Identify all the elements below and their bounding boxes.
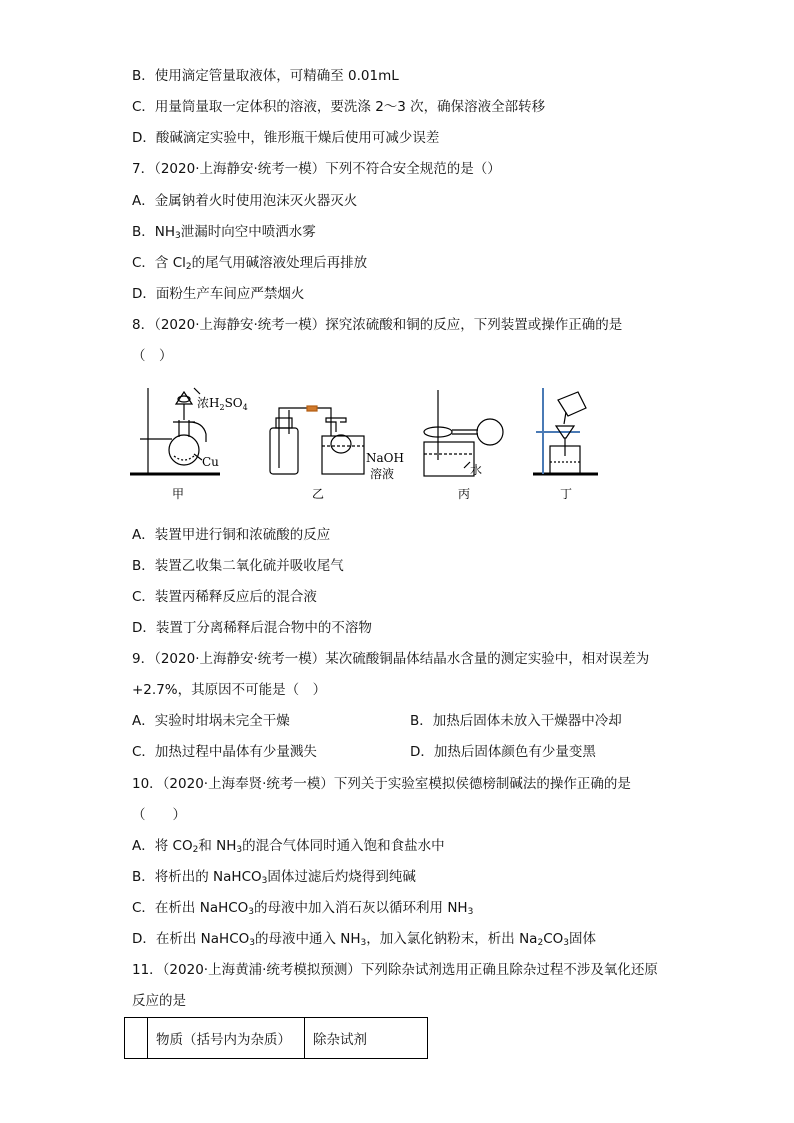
q9-option-c: C．加热过程中晶体有少量溅失 [132,744,317,760]
question-9-stem-cont: +2.7%，其原因不可能是（ ） [132,682,327,698]
q10-option-d: D．在析出 NaHCO$_3$的母液中通入 $NH_3$，加入氯化钠粉末，析出 $Na_2CO_3$固体 [132,931,596,948]
q8-option-c: C．装置丙稀释反应后的混合液 [132,589,317,605]
question-7-stem: 7．（2020·上海静安·统考一模）下列不符合安全规范的是（） [132,161,501,177]
impurity-table [124,1017,428,1059]
q8-option-a: A．装置甲进行铜和浓硫酸的反应 [132,527,331,543]
table-cell-substance: 物质（括号内为杂质） [148,1018,305,1059]
q10-option-b: B．将析出的 NaHCO$_3$固体过滤后灼烧得到纯碱 [132,869,416,886]
table-header-row [125,1018,428,1059]
question-8-stem: 8．（2020·上海静安·统考一模）探究浓硫酸和铜的反应，下列装置或操作正确的是 [132,317,623,333]
question-11-stem-cont: 反应的是 [132,993,186,1009]
caption-jia: 甲 [172,487,185,501]
label-naoh-solution: 溶液 [370,467,395,481]
label-cu: Cu [202,455,219,469]
option-d-titration: D．酸碱滴定实验中，锥形瓶干燥后使用可减少误差 [132,130,440,146]
q10-option-a: A．将 $CO_2$和 $NH_3$的混合气体同时通入饱和食盐水中 [132,838,445,855]
question-10-paren: （ ） [132,807,186,823]
question-9-stem: 9．（2020·上海静安·统考一模）某次硫酸铜晶体结晶水含量的测定实验中，相对误差为 [132,651,650,667]
label-water: 水 [470,463,483,477]
option-c-cylinder: C．用量筒量取一定体积的溶液，要洗涤 2～3 次，确保溶液全部转移 [132,99,546,115]
caption-bing: 丙 [458,487,471,501]
q9-option-a: A．实验时坩埚未完全干燥 [132,713,290,729]
question-10-stem: 10．（2020·上海奉贤·统考一模）下列关于实验室模拟侯德榜制碱法的操作正确的是 [132,776,631,792]
label-naoh: NaOH [366,451,404,465]
option-b-burette: B．使用滴定管量取液体，可精确至 0.01mL [132,68,399,84]
q7-option-a: A．金属钠着火时使用泡沫灭火器灭火 [132,193,358,209]
q7-option-b: B．$NH_3$泄漏时向空中喷洒水雾 [132,224,316,241]
q7-option-d: D．面粉生产车间应严禁烟火 [132,286,305,302]
q9-option-b: B．加热后固体未放入干燥器中冷却 [410,713,622,729]
q7-option-c: C．含 $Cl_2$的尾气用碱溶液处理后再排放 [132,255,368,272]
label-conc-sulfuric-acid: 浓$H_2SO_4$ [197,396,248,412]
q10-option-c: C．在析出 NaHCO$_3$的母液中加入消石灰以循环利用 $NH_3$ [132,900,474,917]
apparatus-drawing [128,382,608,504]
apparatus-figure [128,382,608,504]
table-cell-index [125,1018,148,1059]
question-11-stem: 11．（2020·上海黄浦·统考模拟预测）下列除杂试剂选用正确且除杂过程不涉及氧化还原 [132,962,658,978]
table-cell-reagent: 除杂试剂 [305,1018,428,1059]
q8-option-d: D．装置丁分离稀释后混合物中的不溶物 [132,620,372,636]
caption-ding: 丁 [560,487,573,501]
q8-option-b: B．装置乙收集二氧化硫并吸收尾气 [132,558,344,574]
caption-yi: 乙 [312,487,325,501]
q9-option-d: D．加热后固体颜色有少量变黑 [410,744,596,760]
question-8-paren: （ ） [132,348,173,364]
